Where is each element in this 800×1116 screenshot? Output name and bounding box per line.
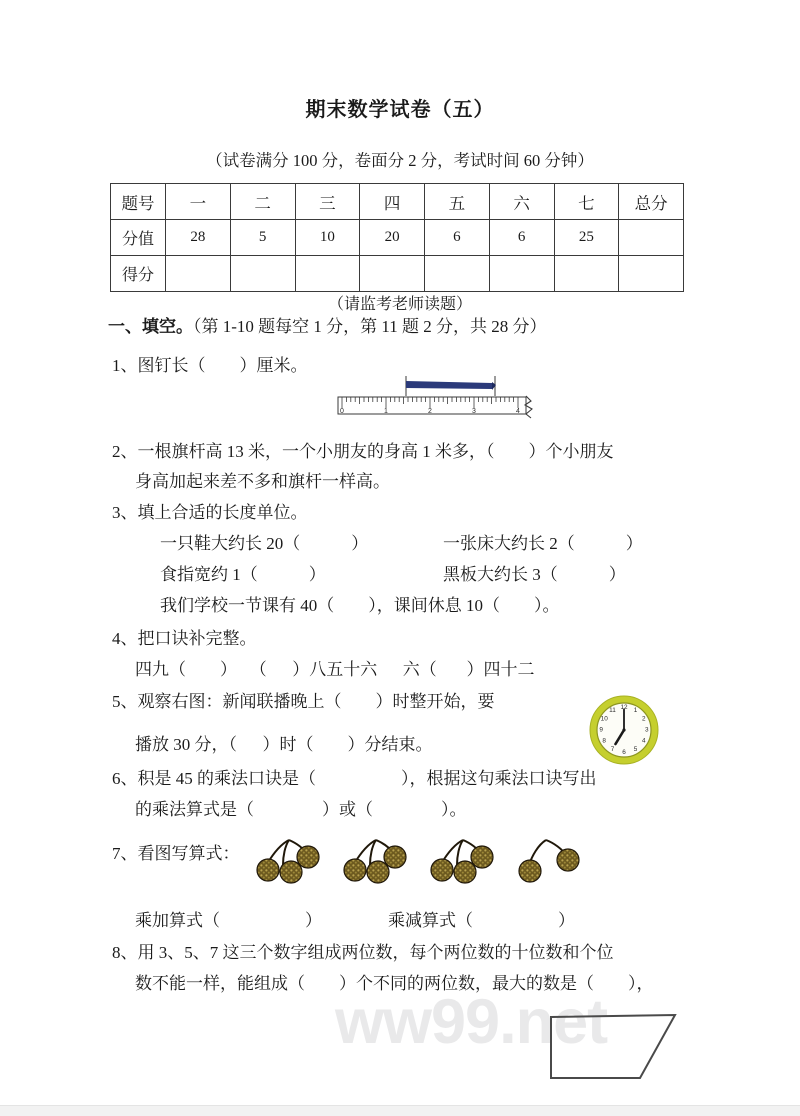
row-label-points: 分值 xyxy=(111,220,166,256)
row-label-score: 得分 xyxy=(111,256,166,292)
trapezoid-figure xyxy=(548,1012,678,1082)
cherry-group-3 xyxy=(431,840,493,883)
score-cell-1[interactable] xyxy=(166,256,231,292)
question-1-line-1: 1、图钉长（ ）厘米。 xyxy=(112,356,308,375)
svg-text:3: 3 xyxy=(645,726,649,734)
question-3-item-shoe: 一只鞋大约长 20（ ） xyxy=(160,534,369,553)
question-4-line-1: 4、把口诀补完整。 xyxy=(112,629,257,648)
score-cell-total[interactable] xyxy=(619,256,684,292)
clock-figure xyxy=(588,694,660,766)
section-one-name: 填空。 xyxy=(142,317,193,336)
cherry-group-4 xyxy=(519,840,579,882)
svg-text:4: 4 xyxy=(516,408,520,415)
ruler-figure xyxy=(330,372,540,420)
score-cell-2[interactable] xyxy=(230,256,295,292)
question-6-line-2: 的乘法算式是（ ）或（ ）。 xyxy=(135,800,467,819)
svg-text:3: 3 xyxy=(472,408,476,415)
header-cell-7: 七 xyxy=(554,184,619,220)
trapezoid-icon xyxy=(548,1012,678,1082)
header-cell-2: 二 xyxy=(230,184,295,220)
score-cell-5[interactable] xyxy=(425,256,490,292)
page-subtitle: （试卷满分 100 分，卷面分 2 分，考试时间 60 分钟） xyxy=(206,151,594,170)
question-4-line-2: 四九（ ） （ ）八五十六 六（ ）四十二 xyxy=(135,660,535,679)
header-cell-total: 总分 xyxy=(619,184,684,220)
points-cell-3: 10 xyxy=(295,220,360,256)
question-8-line-2: 数不能一样，能组成（ ）个不同的两位数，最大的数是（ ）， xyxy=(135,974,654,993)
svg-text:1: 1 xyxy=(633,707,638,715)
score-cell-6[interactable] xyxy=(489,256,554,292)
section-one-number: 一、 xyxy=(108,317,142,336)
points-cell-total xyxy=(619,220,684,256)
score-cell-7[interactable] xyxy=(554,256,619,292)
row-label-question-no: 题号 xyxy=(111,184,166,220)
header-cell-6: 六 xyxy=(489,184,554,220)
svg-text:0: 0 xyxy=(340,408,344,415)
header-cell-4: 四 xyxy=(360,184,425,220)
cherry-group-1 xyxy=(257,840,319,883)
clock-icon xyxy=(588,694,660,766)
points-cell-4: 20 xyxy=(360,220,425,256)
question-5-line-1: 5、观察右图：新闻联播晚上（ ）时整开始，要 xyxy=(112,692,495,711)
question-3-line-1: 3、填上合适的长度单位。 xyxy=(112,503,308,522)
svg-text:5: 5 xyxy=(633,746,638,754)
svg-text:6: 6 xyxy=(622,749,626,757)
header-cell-3: 三 xyxy=(295,184,360,220)
question-3-item-bed: 一张床大约长 2（ ） xyxy=(443,534,643,553)
cherries-figure xyxy=(255,834,605,886)
svg-text:8: 8 xyxy=(602,737,606,745)
question-7-line-1: 7、看图写算式： xyxy=(112,844,240,863)
points-cell-1: 28 xyxy=(166,220,231,256)
question-2-line-2: 身高加起来差不多和旗杆一样高。 xyxy=(135,472,390,491)
svg-text:2: 2 xyxy=(642,715,646,723)
svg-text:7: 7 xyxy=(610,746,615,754)
question-3-item-blackboard: 黑板大约长 3（ ） xyxy=(443,565,626,584)
question-7-formula-mul-add: 乘加算式（ ） xyxy=(135,911,322,930)
cherry-group-2 xyxy=(344,840,406,883)
svg-text:1: 1 xyxy=(384,408,388,415)
question-8-line-1: 8、用 3、5、7 这三个数字组成两位数，每个两位数的十位数和个位 xyxy=(112,943,614,962)
table-row-score xyxy=(111,256,684,292)
svg-text:12: 12 xyxy=(620,704,628,712)
question-7-formula-mul-sub: 乘减算式（ ） xyxy=(388,911,575,930)
section-one-heading xyxy=(108,318,547,335)
page-bottom-strip xyxy=(0,1105,800,1116)
ruler-icon xyxy=(330,372,540,420)
svg-text:10: 10 xyxy=(600,715,608,723)
score-cell-4[interactable] xyxy=(360,256,425,292)
site-watermark: ww99.net xyxy=(335,987,608,1057)
table-row-header xyxy=(111,184,684,220)
points-cell-5: 6 xyxy=(425,220,490,256)
score-cell-3[interactable] xyxy=(295,256,360,292)
question-3-item-finger: 食指宽约 1（ ） xyxy=(160,565,326,584)
question-2-line-1: 2、一根旗杆高 13 米，一个小朋友的身高 1 米多，（ ）个小朋友 xyxy=(112,442,614,461)
svg-text:9: 9 xyxy=(599,726,603,734)
table-row-points xyxy=(111,220,684,256)
question-5-line-2: 播放 30 分，（ ）时（ ）分结束。 xyxy=(135,735,433,754)
question-3-item-class-time: 我们学校一节课有 40（ ），课间休息 10（ ）。 xyxy=(160,596,560,615)
page-title: 期末数学试卷（五） xyxy=(305,99,495,121)
svg-text:4: 4 xyxy=(642,737,646,745)
svg-text:2: 2 xyxy=(428,408,432,415)
score-table xyxy=(110,183,684,292)
question-6-line-1: 6、积是 45 的乘法口诀是（ ），根据这句乘法口诀写出 xyxy=(112,769,597,788)
points-cell-7: 25 xyxy=(554,220,619,256)
svg-text:11: 11 xyxy=(609,707,616,715)
header-cell-1: 一 xyxy=(166,184,231,220)
points-cell-6: 6 xyxy=(489,220,554,256)
cherry-groups-icon xyxy=(255,834,605,886)
proctor-note: （请监考老师读题） xyxy=(327,296,472,313)
header-cell-5: 五 xyxy=(425,184,490,220)
points-cell-2: 5 xyxy=(230,220,295,256)
section-one-detail: （第 1-10 题每空 1 分，第 11 题 2 分，共 28 分） xyxy=(193,317,547,336)
